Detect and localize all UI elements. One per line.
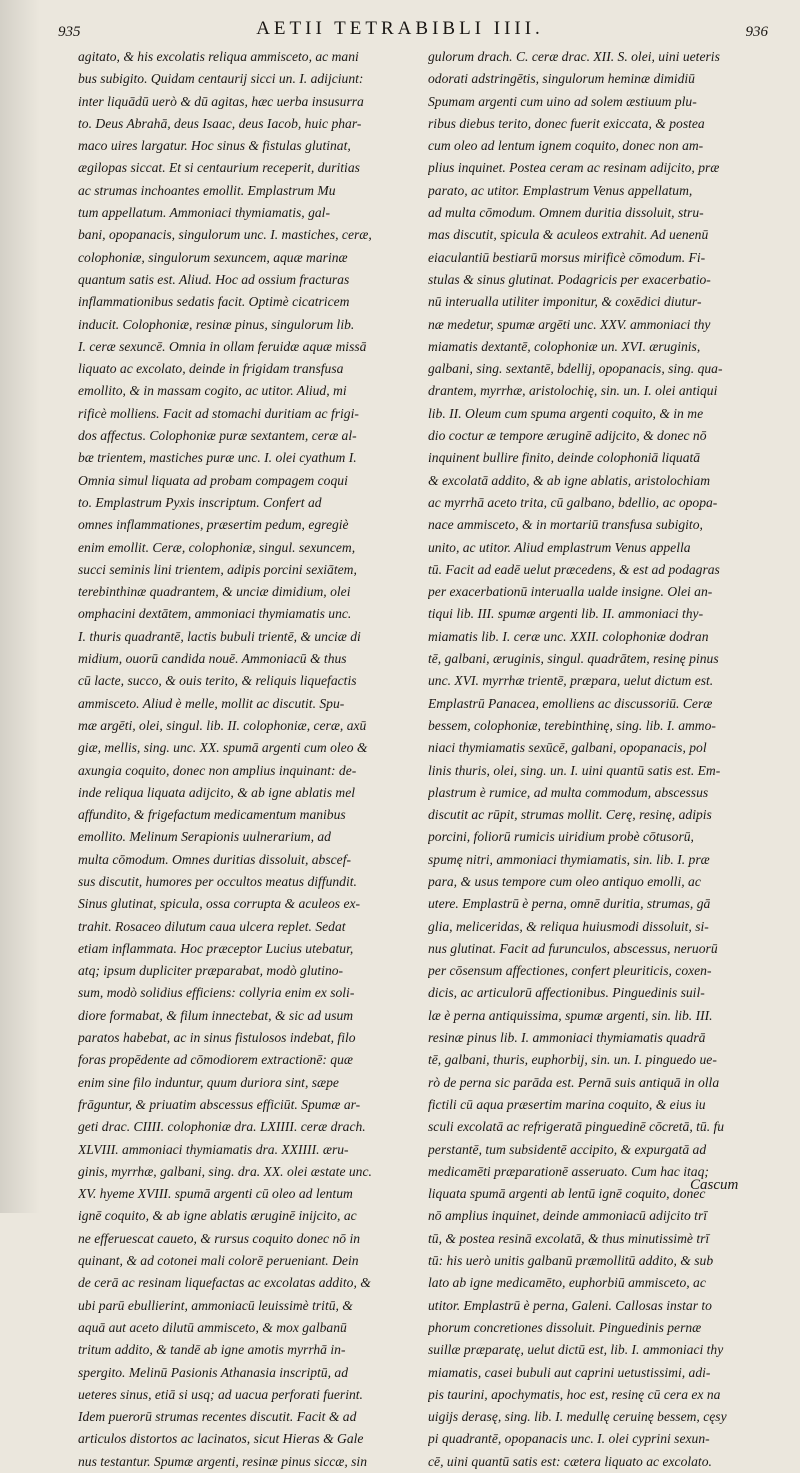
text-line: omphacini dextātem, ammoniaci thymiamatis unc. bbox=[78, 606, 352, 622]
text-line: cum oleo ad lentum ignem coquito, donec non am- bbox=[428, 138, 704, 154]
text-line: glia, meliceridas, & reliqua huiusmodi dissoluit, si- bbox=[428, 918, 709, 934]
text-line: phorum concretiones dissoluit. Pinguedinis pernæ bbox=[428, 1319, 702, 1335]
text-line: ægilopas siccat. Et si centaurium receperit, duritias bbox=[78, 160, 360, 176]
text-line: nū interualla utiliter imponitur, & coxēdici diutur- bbox=[428, 294, 702, 310]
text-line: Omnia simul liquata ad probam compagem coqui bbox=[78, 472, 348, 488]
text-line: ginis, myrrhæ, galbani, sing. dra. XX. olei æstate unc. bbox=[78, 1163, 372, 1179]
text-line: aquā aut aceto dilutū ammisceto, & mox galbanū bbox=[78, 1319, 347, 1335]
text-line: frāguntur, & priuatim abscessus efficiūt. Spumæ ar- bbox=[78, 1096, 361, 1112]
text-line: uigijs derasę, sing. lib. I. medullę ceruinę bessem, cęsy bbox=[428, 1409, 727, 1425]
right-text-column bbox=[428, 46, 763, 1473]
text-line: nus glutinat. Facit ad furunculos, abscessus, neruorū bbox=[428, 940, 718, 956]
text-line: & excolatā addito, & ab igne ablatis, aristolochiam bbox=[428, 472, 711, 488]
text-line: sculi excolatā ac refrigeratā pinguedinē cōcretā, tū. fu bbox=[428, 1119, 725, 1135]
text-line: miamatis, casei bubuli aut caprini uetustissimi, adi- bbox=[428, 1364, 711, 1380]
text-line: bæ trientem, mastiches puræ unc. I. olei cyathum I. bbox=[78, 450, 357, 466]
text-line: ueteres sinus, etiā si usq; ad uacua perforati fuerint. bbox=[78, 1386, 363, 1402]
text-line: pis taurini, apochymatis, hoc est, resinę cū cera ex na bbox=[428, 1386, 721, 1402]
text-line: pi quadrantē, opopanacis unc. I. olei cyprini sexun- bbox=[428, 1431, 710, 1447]
text-line: nō amplius inquinet, deinde ammoniacū adijcito trī bbox=[428, 1208, 708, 1224]
text-line: cū lacte, succo, & ouis terito, & reliquis liquefactis bbox=[78, 673, 357, 689]
text-line: maco uires largatur. Hoc sinus & fistulas glutinat, bbox=[78, 138, 351, 154]
text-line: inter liquādū uerò & dū agitas, hæc uerba insusurra bbox=[78, 93, 364, 109]
text-line: stulas & sinus glutinat. Podagricis per exacerbatio- bbox=[428, 271, 711, 287]
text-line: unito, ac utitor. Aliud emplastrum Venus appella bbox=[428, 539, 691, 555]
text-line: bani, opopanacis, singulorum unc. I. mastiches, ceræ, bbox=[78, 227, 372, 243]
text-line: odorati adstringētis, singulorum heminæ dimidiū bbox=[428, 71, 695, 87]
text-line: spergito. Melinū Pasionis Athanasia inscriptū, ad bbox=[78, 1364, 348, 1380]
text-line: I. ceræ sexuncē. Omnia in ollam feruidæ aquæ missā bbox=[78, 338, 367, 354]
text-line: ac strumas inchoantes emollit. Emplastrum Mu bbox=[78, 182, 336, 198]
text-line: Idem puerorū strumas recentes discutit. Facit & ad bbox=[78, 1409, 357, 1425]
text-line: miamatis lib. I. ceræ unc. XXII. colophoniæ dodran bbox=[428, 628, 709, 644]
text-line: suillæ præparatę, uelut dictū est, lib. I. ammoniaci thy bbox=[428, 1342, 724, 1358]
text-line: medicamēti præparationē asseruato. Cum hac itaq; bbox=[428, 1163, 709, 1179]
text-line: dicis, ac articulorū affectionibus. Pinguedinis suil- bbox=[428, 985, 705, 1001]
text-line: per cōsensum affectiones, confert pleuriticis, coxen- bbox=[428, 963, 712, 979]
catchword: Cascum bbox=[690, 1177, 739, 1193]
text-line: dio coctur æ tempore æruginē adijcito, & donec nō bbox=[428, 428, 707, 444]
text-line: dos affectus. Colophoniæ puræ sextantem, ceræ al- bbox=[78, 428, 357, 444]
left-text-column bbox=[78, 46, 408, 1473]
text-line: para, & usus tempore cum oleo antiquo emolli, ac bbox=[428, 873, 701, 889]
text-line: bus subigito. Quidam centaurij sicci un. I. adijciunt: bbox=[78, 71, 364, 87]
text-line: tē, galbani, æruginis, singul. quadrātem, resinę pinus bbox=[428, 651, 719, 667]
text-line: axungia coquito, donec non amplius inquinant: de- bbox=[78, 762, 357, 778]
text-line: utitor. Emplastrū è perna, Galeni. Callosas instar to bbox=[428, 1297, 712, 1313]
text-line: multa cōmodum. Omnes duritias dissoluit, abscef- bbox=[78, 851, 351, 867]
text-line: galbani, sing. sextantē, bdellij, opopanacis, sing. qua- bbox=[428, 361, 723, 377]
text-line: gulorum drach. C. ceræ drac. XII. S. olei, uini ueteris bbox=[428, 49, 720, 64]
text-line: inflammationibus sedatis facit. Optimè cicatricem bbox=[78, 294, 350, 310]
text-line: ignē coquito, & ab igne ablatis æruginē inijcito, ac bbox=[78, 1208, 357, 1224]
text-line: spumę nitri, ammoniaci thymiamatis, sin. lib. I. præ bbox=[428, 851, 710, 867]
text-line: plastrum è rumice, ad multa commodum, abscessus bbox=[428, 784, 709, 800]
text-line: colophoniæ, singulorum sexuncem, aquæ marinæ bbox=[78, 249, 348, 265]
text-line: de cerā ac resinam liquefactas ac excolatas addito, & bbox=[78, 1275, 371, 1291]
text-line: Sinus glutinat, spicula, ossa corrupta & aculeos ex- bbox=[78, 896, 361, 912]
text-line: inquinent bullire finito, deinde colophoniā liquatā bbox=[428, 450, 701, 466]
gutter-shadow bbox=[0, 0, 40, 1213]
text-line: discutit ac rūpit, strumas mollit. Cerę, resinę, adipis bbox=[428, 807, 712, 823]
text-line: parato, ac utitor. Emplastrum Venus appellatum, bbox=[428, 182, 693, 198]
text-line: ribus diebus terito, donec fuerit exiccata, & postea bbox=[428, 115, 705, 131]
text-line: bessem, colophoniæ, terebinthinę, sing. lib. I. ammo- bbox=[428, 717, 716, 733]
text-line: porcini, foliorū rumicis uiridium probè cōtusorū, bbox=[428, 829, 694, 845]
text-line: cē, uini quantū satis est: cætera liquato ac excolato. bbox=[428, 1453, 712, 1469]
text-line: geti drac. CIIII. colophoniæ dra. LXIIII. ceræ drach. bbox=[78, 1119, 366, 1135]
text-line: mæ argēti, olei, singul. lib. II. colophoniæ, ceræ, axū bbox=[78, 717, 367, 733]
text-line: tē, galbani, thuris, euphorbij, sin. un. I. pinguedo ue- bbox=[428, 1052, 717, 1068]
text-line: succi seminis lini trientem, adipis porcini sexiātem, bbox=[78, 561, 357, 577]
text-line: XV. hyeme XVIII. spumā argenti cū oleo ad lentum bbox=[78, 1186, 353, 1202]
text-line: tū, & postea resinā excolatā, & thus minutissimè trī bbox=[428, 1230, 710, 1246]
text-line: rò de perna sic parāda est. Pernā suis antiquā in olla bbox=[428, 1074, 720, 1090]
text-line: niaci thymiamatis sexūcē, galbani, opopanacis, pol bbox=[428, 740, 707, 756]
text-line: Spumam argenti cum uino ad solem æstiuum plu- bbox=[428, 93, 697, 109]
text-line: emollito. Melinum Serapionis uulnerarium, ad bbox=[78, 829, 331, 845]
text-line: tū: his uerò unitis galbanū præmollitū addito, & sub bbox=[428, 1253, 714, 1269]
text-line: I. thuris quadrantē, lactis bubuli trientē, & unciæ di bbox=[78, 628, 361, 644]
text-line: emollito, & in massam cogito, ac utitor. Aliud, mi bbox=[78, 383, 347, 399]
text-line: omnes inflammationes, præsertim pedum, egregiè bbox=[78, 517, 349, 533]
text-line: to. Emplastrum Pyxis inscriptum. Confert ad bbox=[78, 494, 322, 510]
text-line: tritum addito, & tandē ab igne amotis myrrhā in- bbox=[78, 1342, 346, 1358]
text-line: terebinthinæ quadrantem, & unciæ dimidium, olei bbox=[78, 584, 351, 600]
text-line: paratos habebat, ac in sinus fistulosos indebat, filo bbox=[78, 1030, 356, 1046]
text-line: liquato ac excolato, deinde in frigidam transfusa bbox=[78, 361, 344, 377]
text-line: ac myrrhā aceto trita, cū galbano, bdellio, ac opopa- bbox=[428, 494, 718, 510]
text-line: articulos distortos ac lacinatos, sicut Hieras & Gale bbox=[78, 1431, 364, 1447]
text-line: lato ab igne medicamēto, euphorbiū ammisceto, ac bbox=[428, 1275, 706, 1291]
text-line: quantum satis est. Aliud. Hoc ad ossium fracturas bbox=[78, 271, 350, 287]
text-line: Emplastrū Panacea, emolliens ac discussoriū. Ceræ bbox=[428, 695, 713, 711]
text-line: diore formabat, & filum innectebat, & sic ad usum bbox=[78, 1007, 354, 1023]
text-line: unc. XVI. myrrhæ trientē, præpara, uelut dictum est. bbox=[428, 673, 714, 689]
text-line: tū. Facit ad eadē uelut præcedens, & est ad podagras bbox=[428, 561, 720, 577]
text-line: drantem, myrrhæ, aristolochię, sin. un. I. olei antiqui bbox=[428, 383, 718, 399]
text-line: fictili cū aqua præsertim marina coquito, & eius iu bbox=[428, 1096, 706, 1112]
left-folio-number: 935 bbox=[58, 24, 81, 40]
text-line: enim emollit. Ceræ, colophoniæ, singul. sexuncem, bbox=[78, 539, 356, 555]
text-line: mas discutit, spicula & aculeos extrahit. Ad uenenū bbox=[428, 227, 709, 243]
text-line: liquata spumā argenti ab lentū ignē coquito, donec bbox=[428, 1186, 706, 1202]
text-line: giæ, mellis, sing. unc. XX. spumā argenti cum oleo & bbox=[78, 740, 368, 756]
text-line: enim sine filo induntur, quum duriora sint, sæpe bbox=[78, 1074, 339, 1090]
text-line: midium, ouorū candida nouē. Ammoniacū & thus bbox=[78, 651, 347, 667]
right-folio-number: 936 bbox=[745, 24, 768, 40]
text-line: næ medetur, spumæ argēti unc. XXV. ammoniaci thy bbox=[428, 316, 711, 332]
text-line: nace ammisceto, & in mortariū transfusa subigito, bbox=[428, 517, 703, 533]
text-line: utere. Emplastrū è perna, omnē duritia, strumas, gā bbox=[428, 896, 711, 912]
text-line: etiam inflammata. Hoc præceptor Lucius utebatur, bbox=[78, 940, 354, 956]
text-line: tum appellatum. Ammoniaci thymiamatis, gal- bbox=[78, 205, 330, 221]
text-line: quinant, & ad cotonei mali colorē perueniant. Dein bbox=[78, 1253, 359, 1269]
text-line: ne efferuescat caueto, & rursus coquito donec nō in bbox=[78, 1230, 361, 1246]
text-line: sus discutit, humores per occultos meatus diffundit. bbox=[78, 873, 357, 889]
text-line: sum, modò solidius efficiens: collyria enim ex soli- bbox=[78, 985, 355, 1001]
text-line: miamatis dextantē, colophoniæ un. XVI. æruginis, bbox=[428, 338, 701, 354]
text-line: inde reliqua liquata adijcito, & ab igne ablatis mel bbox=[78, 784, 356, 800]
text-line: perstantē, tum subsidentē accipito, & expurgatā ad bbox=[428, 1141, 707, 1157]
text-line: agitato, & his excolatis reliqua ammisceto, ac mani bbox=[78, 49, 359, 64]
text-line: inducit. Colophoniæ, resinæ pinus, singulorum lib. bbox=[78, 316, 355, 332]
text-line: læ è perna antiquissima, spumæ argenti, sin. lib. III. bbox=[428, 1007, 713, 1023]
text-line: linis thuris, olei, sing. un. I. uini quantū satis est. Em- bbox=[428, 762, 721, 778]
text-line: foras propēdente ad cōmodiorem extractionē: quæ bbox=[78, 1052, 353, 1068]
text-line: per exacerbationū interualla ualde insigne. Olei an- bbox=[428, 584, 713, 600]
text-line: tiqui lib. III. spumæ argenti lib. II. ammoniaci thy- bbox=[428, 606, 704, 622]
text-line: trahit. Rosaceo dilutum caua ulcera replet. Sedat bbox=[78, 918, 346, 934]
text-line: atq; ipsum dupliciter præparabat, modò glutino- bbox=[78, 963, 344, 979]
running-head: AETII TETRABIBLI IIII. bbox=[256, 18, 544, 39]
text-line: affundito, & frigefactum medicamentum manibus bbox=[78, 807, 346, 823]
text-line: lib. II. Oleum cum spuma argenti coquito, & in me bbox=[428, 405, 704, 421]
text-line: rificè molliens. Facit ad stomachi duritiam ac frigi- bbox=[78, 405, 359, 421]
text-line: plius inquinet. Postea ceram ac resinam adijcito, præ bbox=[428, 160, 720, 176]
text-line: to. Deus Abrahā, deus Isaac, deus Iacob, huic phar- bbox=[78, 115, 362, 131]
text-line: ammisceto. Aliud è melle, mollit ac discutit. Spu- bbox=[78, 695, 345, 711]
text-line: resinæ pinus lib. I. ammoniaci thymiamatis quadrā bbox=[428, 1030, 706, 1046]
text-line: XLVIII. ammoniaci thymiamatis dra. XXIIII. æru- bbox=[78, 1141, 349, 1157]
text-line: ad multa cōmodum. Omnem duritia dissoluit, stru- bbox=[428, 205, 704, 221]
text-line: eiaculantiū bestiarū morsus mirificè cōmodum. Fi- bbox=[428, 249, 706, 265]
text-line: nus testantur. Spumæ argenti, resinæ pinus siccæ, sin bbox=[78, 1453, 368, 1469]
text-line: ubi parū ebullierint, ammoniacū leuissimè tritū, & bbox=[78, 1297, 353, 1313]
